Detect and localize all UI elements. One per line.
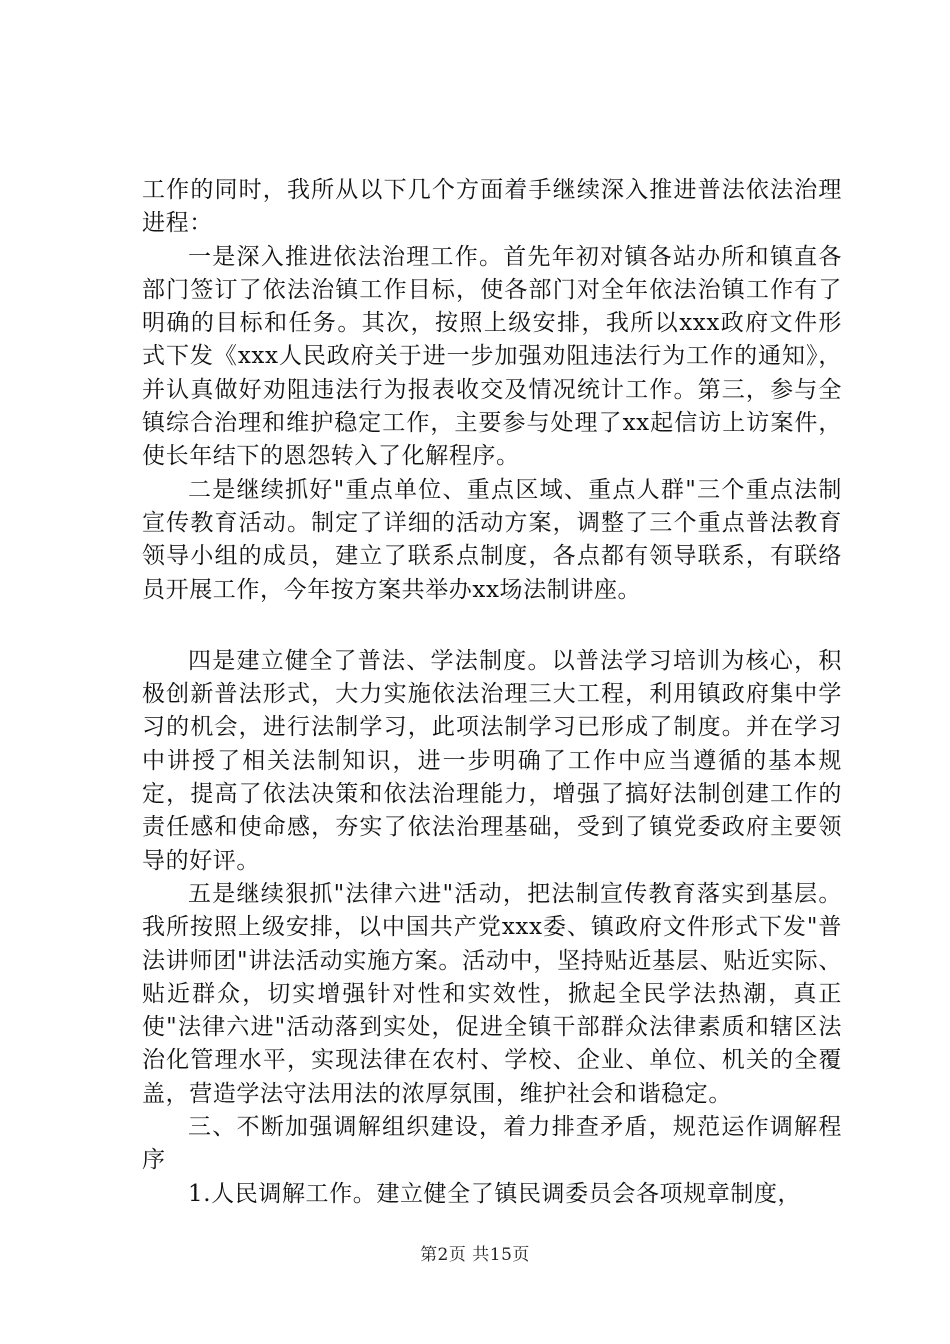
paragraph-spacer [142, 607, 842, 645]
page-number-footer: 第2页 共15页 [420, 1245, 530, 1265]
paragraph-item-4: 四是建立健全了普法、学法制度。以普法学习培训为核心，积极创新普法形式，大力实施依法治理三大工程，利用镇政府集中学习的机会，进行法制学习，此项法制学习已形成了制度。并在学习中讲授了相关法制知识，进一步明确了工作中应当遵循的基本规定，提高了依法决策和依法治理能力，增强了搞好法制创建工作的责任感和使命感，夯实了依法治理基础，受到了镇党委政府主要领导的好评。 [142, 647, 842, 874]
paragraph-intro: 工作的同时，我所从以下几个方面着手继续深入推进普法依法治理进程： [142, 177, 842, 237]
paragraph-item-2: 二是继续抓好"重点单位、重点区域、重点人群"三个重点法制宣传教育活动。制定了详细的活动方案，调整了三个重点普法教育领导小组的成员，建立了联系点制度，各点都有领导联系，有联络员开展工作，今年按方案共举办xx场法制讲座。 [142, 476, 842, 603]
paragraph-item-1: 一是深入推进依法治理工作。首先年初对镇各站办所和镇直各部门签订了依法治镇工作目标，使各部门对全年依法治镇工作有了明确的目标和任务。其次，按照上级安排，我所以xxx政府文件形式下发《xxx人民政府关于进一步加强劝阻违法行为工作的通知》，并认真做好劝阻违法行为报表收交及情况统计工作。第三，参与全镇综合治理和维护稳定工作，主要参与处理了xx起信访上访案件，使长年结下的恩怨转入了化解程序。 [142, 243, 842, 470]
paragraph-subitem-1: 1.人民调解工作。建立健全了镇民调委员会各项规章制度， [188, 1180, 802, 1207]
document-body [142, 174, 842, 1211]
section-heading-3: 三、不断加强调解组织建设，着力排查矛盾，规范运作调解程序 [142, 1114, 842, 1174]
paragraph-item-5: 五是继续狠抓"法律六进"活动，把法制宣传教育落实到基层。我所按照上级安排，以中国共产党xxx委、镇政府文件形式下发"普法讲师团"讲法活动实施方案。活动中，坚持贴近基层、贴近实际、贴近群众，切实增强针对性和实效性，掀起全民学法热潮，真正使"法律六进"活动落到实处，促进全镇干部群众法律素质和辖区法治化管理水平，实现法律在农村、学校、企业、单位、机关的全覆盖，营造学法守法用法的浓厚氛围，维护社会和谐稳定。 [142, 880, 842, 1107]
